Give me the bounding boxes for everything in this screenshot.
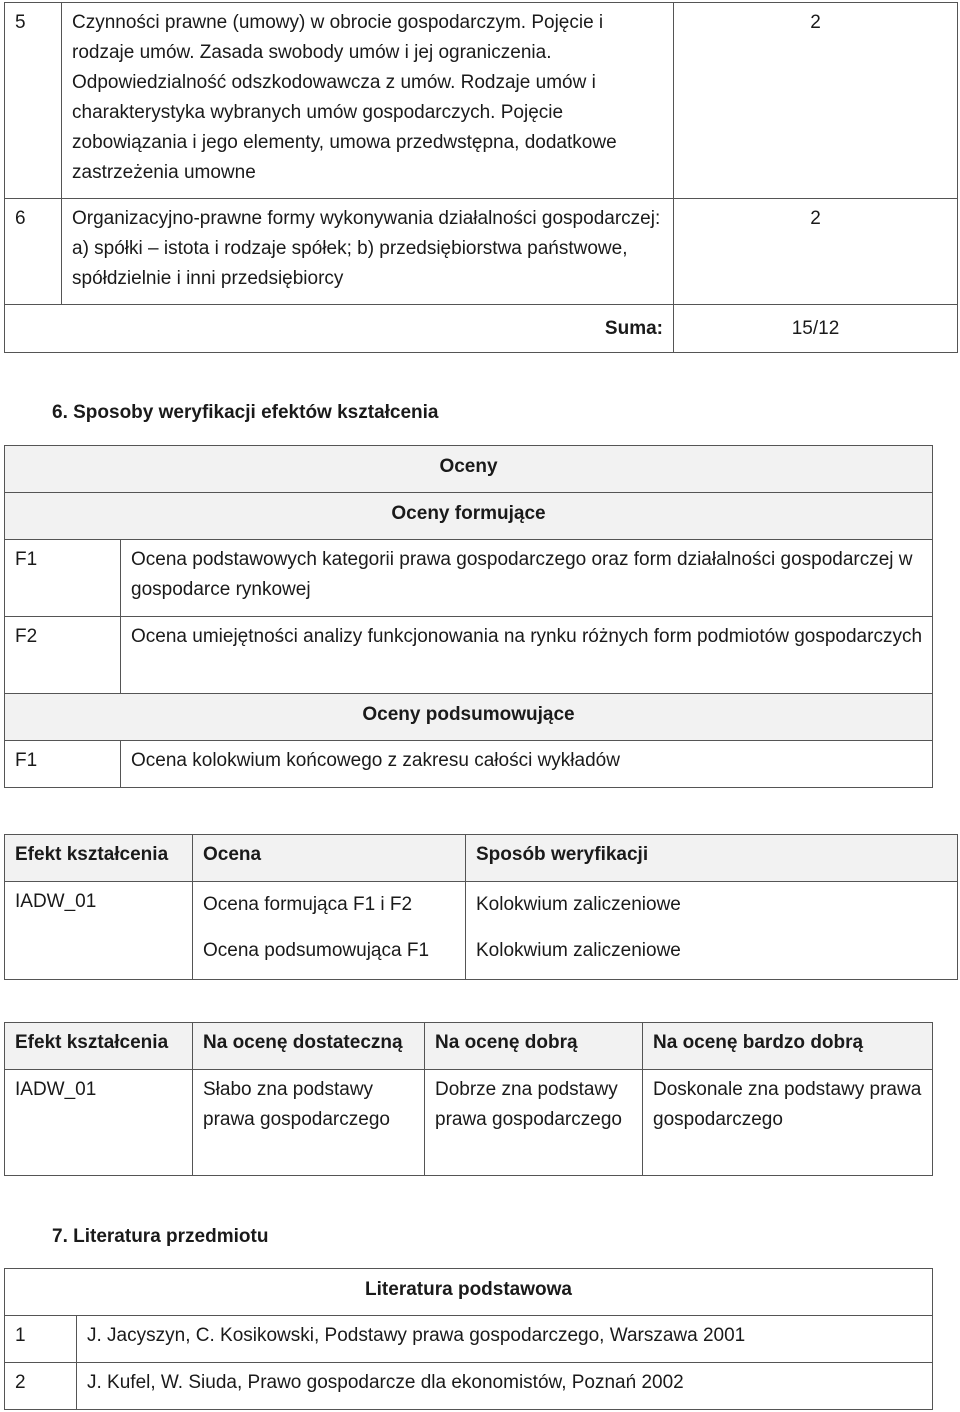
header-grade: Ocena xyxy=(193,835,466,882)
topic-text: Organizacyjno-prawne formy wykonywania działalności gospodarczej: a) spółki – istota i rodzaje spółek; b) przedsiębiorstwa państwowe, spółdzielnie i inni przedsiębiorcy xyxy=(62,199,674,305)
criteria-table xyxy=(4,1022,933,1176)
verification-row xyxy=(5,882,958,980)
header-effect: Efekt kształcenia xyxy=(5,1023,193,1070)
criteria-row xyxy=(5,1070,933,1176)
grade-code: F1 xyxy=(5,540,121,617)
topic-number: 6 xyxy=(5,199,62,305)
criterion-satisfactory: Słabo zna podstawy prawa gospodarczego xyxy=(193,1070,425,1176)
topics-table xyxy=(4,2,958,353)
header-very-good: Na ocenę bardzo dobrą xyxy=(643,1023,933,1070)
formative-title: Oceny formujące xyxy=(5,493,933,540)
sum-value: 15/12 xyxy=(674,305,958,353)
summative-row xyxy=(5,741,933,788)
formative-row xyxy=(5,617,933,694)
topic-text: Czynności prawne (umowy) w obrocie gospodarczym. Pojęcie i rodzaje umów. Zasada swobody umów i jej ograniczenia. Odpowiedzialność odszkodowawcza z umów. Rodzaje umów i charakterystyka wybranych umów gospodarczych. Pojęcie zobowiązania i jego elementy, umowa przedwstępna, dodatkowe zastrzeżenia umowne xyxy=(62,3,674,199)
header-effect: Efekt kształcenia xyxy=(5,835,193,882)
topic-row xyxy=(5,199,958,305)
topic-number: 5 xyxy=(5,3,62,199)
literature-item xyxy=(5,1316,933,1363)
section-7-heading: 7. Literatura przedmiotu xyxy=(52,1226,269,1247)
grade-item: Ocena podsumowująca F1 xyxy=(203,940,430,961)
header-method: Sposób weryfikacji xyxy=(466,835,958,882)
literature-table xyxy=(4,1268,933,1410)
grades-title: Oceny xyxy=(5,446,933,493)
method-item: Kolokwium zaliczeniowe xyxy=(476,940,681,961)
section-6-heading: 6. Sposoby weryfikacji efektów kształcenia xyxy=(52,402,439,423)
grades-table xyxy=(4,445,933,788)
header-good: Na ocenę dobrą xyxy=(425,1023,643,1070)
literature-item xyxy=(5,1363,933,1410)
method-item: Kolokwium zaliczeniowe xyxy=(476,894,681,915)
grade-code: F1 xyxy=(5,741,121,788)
effect-code: IADW_01 xyxy=(5,1070,193,1176)
literature-reference: J. Jacyszyn, C. Kosikowski, Podstawy prawa gospodarczego, Warszawa 2001 xyxy=(77,1316,933,1363)
criterion-very-good: Doskonale zna podstawy prawa gospodarczego xyxy=(643,1070,933,1176)
criterion-good: Dobrze zna podstawy prawa gospodarczego xyxy=(425,1070,643,1176)
sum-row xyxy=(5,305,958,353)
grade-item: Ocena formująca F1 i F2 xyxy=(203,894,413,915)
formative-row xyxy=(5,540,933,617)
literature-number: 2 xyxy=(5,1363,77,1410)
grade-description: Ocena umiejętności analizy funkcjonowania na rynku różnych form podmiotów gospodarczych xyxy=(121,617,933,694)
topic-row xyxy=(5,3,958,199)
topic-hours: 2 xyxy=(674,3,958,199)
effect-code: IADW_01 xyxy=(5,882,193,980)
literature-title: Literatura podstawowa xyxy=(5,1269,933,1316)
topic-hours: 2 xyxy=(674,199,958,305)
sum-label: Suma: xyxy=(5,305,674,353)
literature-reference: J. Kufel, W. Siuda, Prawo gospodarcze dla ekonomistów, Poznań 2002 xyxy=(77,1363,933,1410)
literature-number: 1 xyxy=(5,1316,77,1363)
grade-description: Ocena podstawowych kategorii prawa gospodarczego oraz form działalności gospodarczej w gospodarce rynkowej xyxy=(121,540,933,617)
grade-description: Ocena kolokwium końcowego z zakresu całości wykładów xyxy=(121,741,933,788)
summative-title: Oceny podsumowujące xyxy=(5,694,933,741)
verification-table xyxy=(4,834,958,980)
header-satisfactory: Na ocenę dostateczną xyxy=(193,1023,425,1070)
grade-code: F2 xyxy=(5,617,121,694)
